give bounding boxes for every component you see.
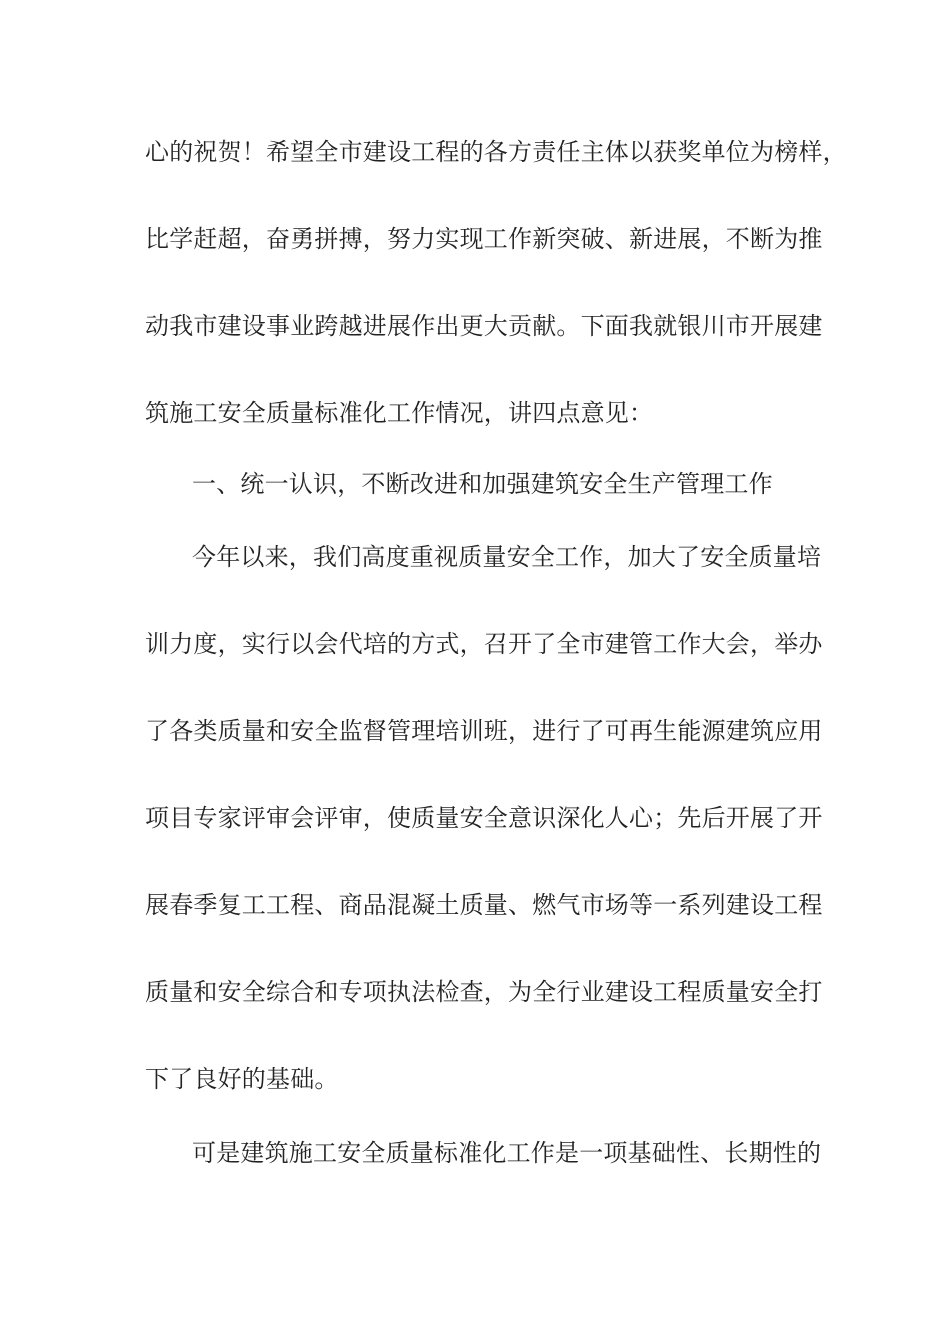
paragraph-first-line: 今年以来，我们高度重视质量安全工作，加大了安全质量培 bbox=[192, 543, 822, 571]
paragraph-first-line: 可是建筑施工安全质量标准化工作是一项基础性、长期性的 bbox=[192, 1139, 822, 1167]
section-heading: 一、统一认识，不断改进和加强建筑安全生产管理工作 bbox=[192, 470, 773, 498]
body-text-line: 动我市建设事业跨越进展作出更大贡献。下面我就银川市开展建 bbox=[145, 312, 823, 340]
body-text-line: 筑施工安全质量标准化工作情况，讲四点意见： bbox=[145, 399, 654, 427]
body-text-line: 训力度，实行以会代培的方式，召开了全市建管工作大会，举办 bbox=[145, 630, 823, 658]
body-text-line: 了各类质量和安全监督管理培训班，进行了可再生能源建筑应用 bbox=[145, 717, 823, 745]
body-text-line: 项目专家评审会评审，使质量安全意识深化人心；先后开展了开 bbox=[145, 804, 823, 832]
body-text-line: 下了良好的基础。 bbox=[145, 1065, 339, 1093]
body-text-line: 质量和安全综合和专项执法检查，为全行业建设工程质量安全打 bbox=[145, 978, 823, 1006]
body-text-line: 展春季复工工程、商品混凝土质量、燃气市场等一系列建设工程 bbox=[145, 891, 823, 919]
body-text-line: 心的祝贺！希望全市建设工程的各方责任主体以获奖单位为榜样， bbox=[145, 138, 847, 166]
body-text-line: 比学赶超，奋勇拼搏，努力实现工作新突破、新进展，不断为推 bbox=[145, 225, 823, 253]
